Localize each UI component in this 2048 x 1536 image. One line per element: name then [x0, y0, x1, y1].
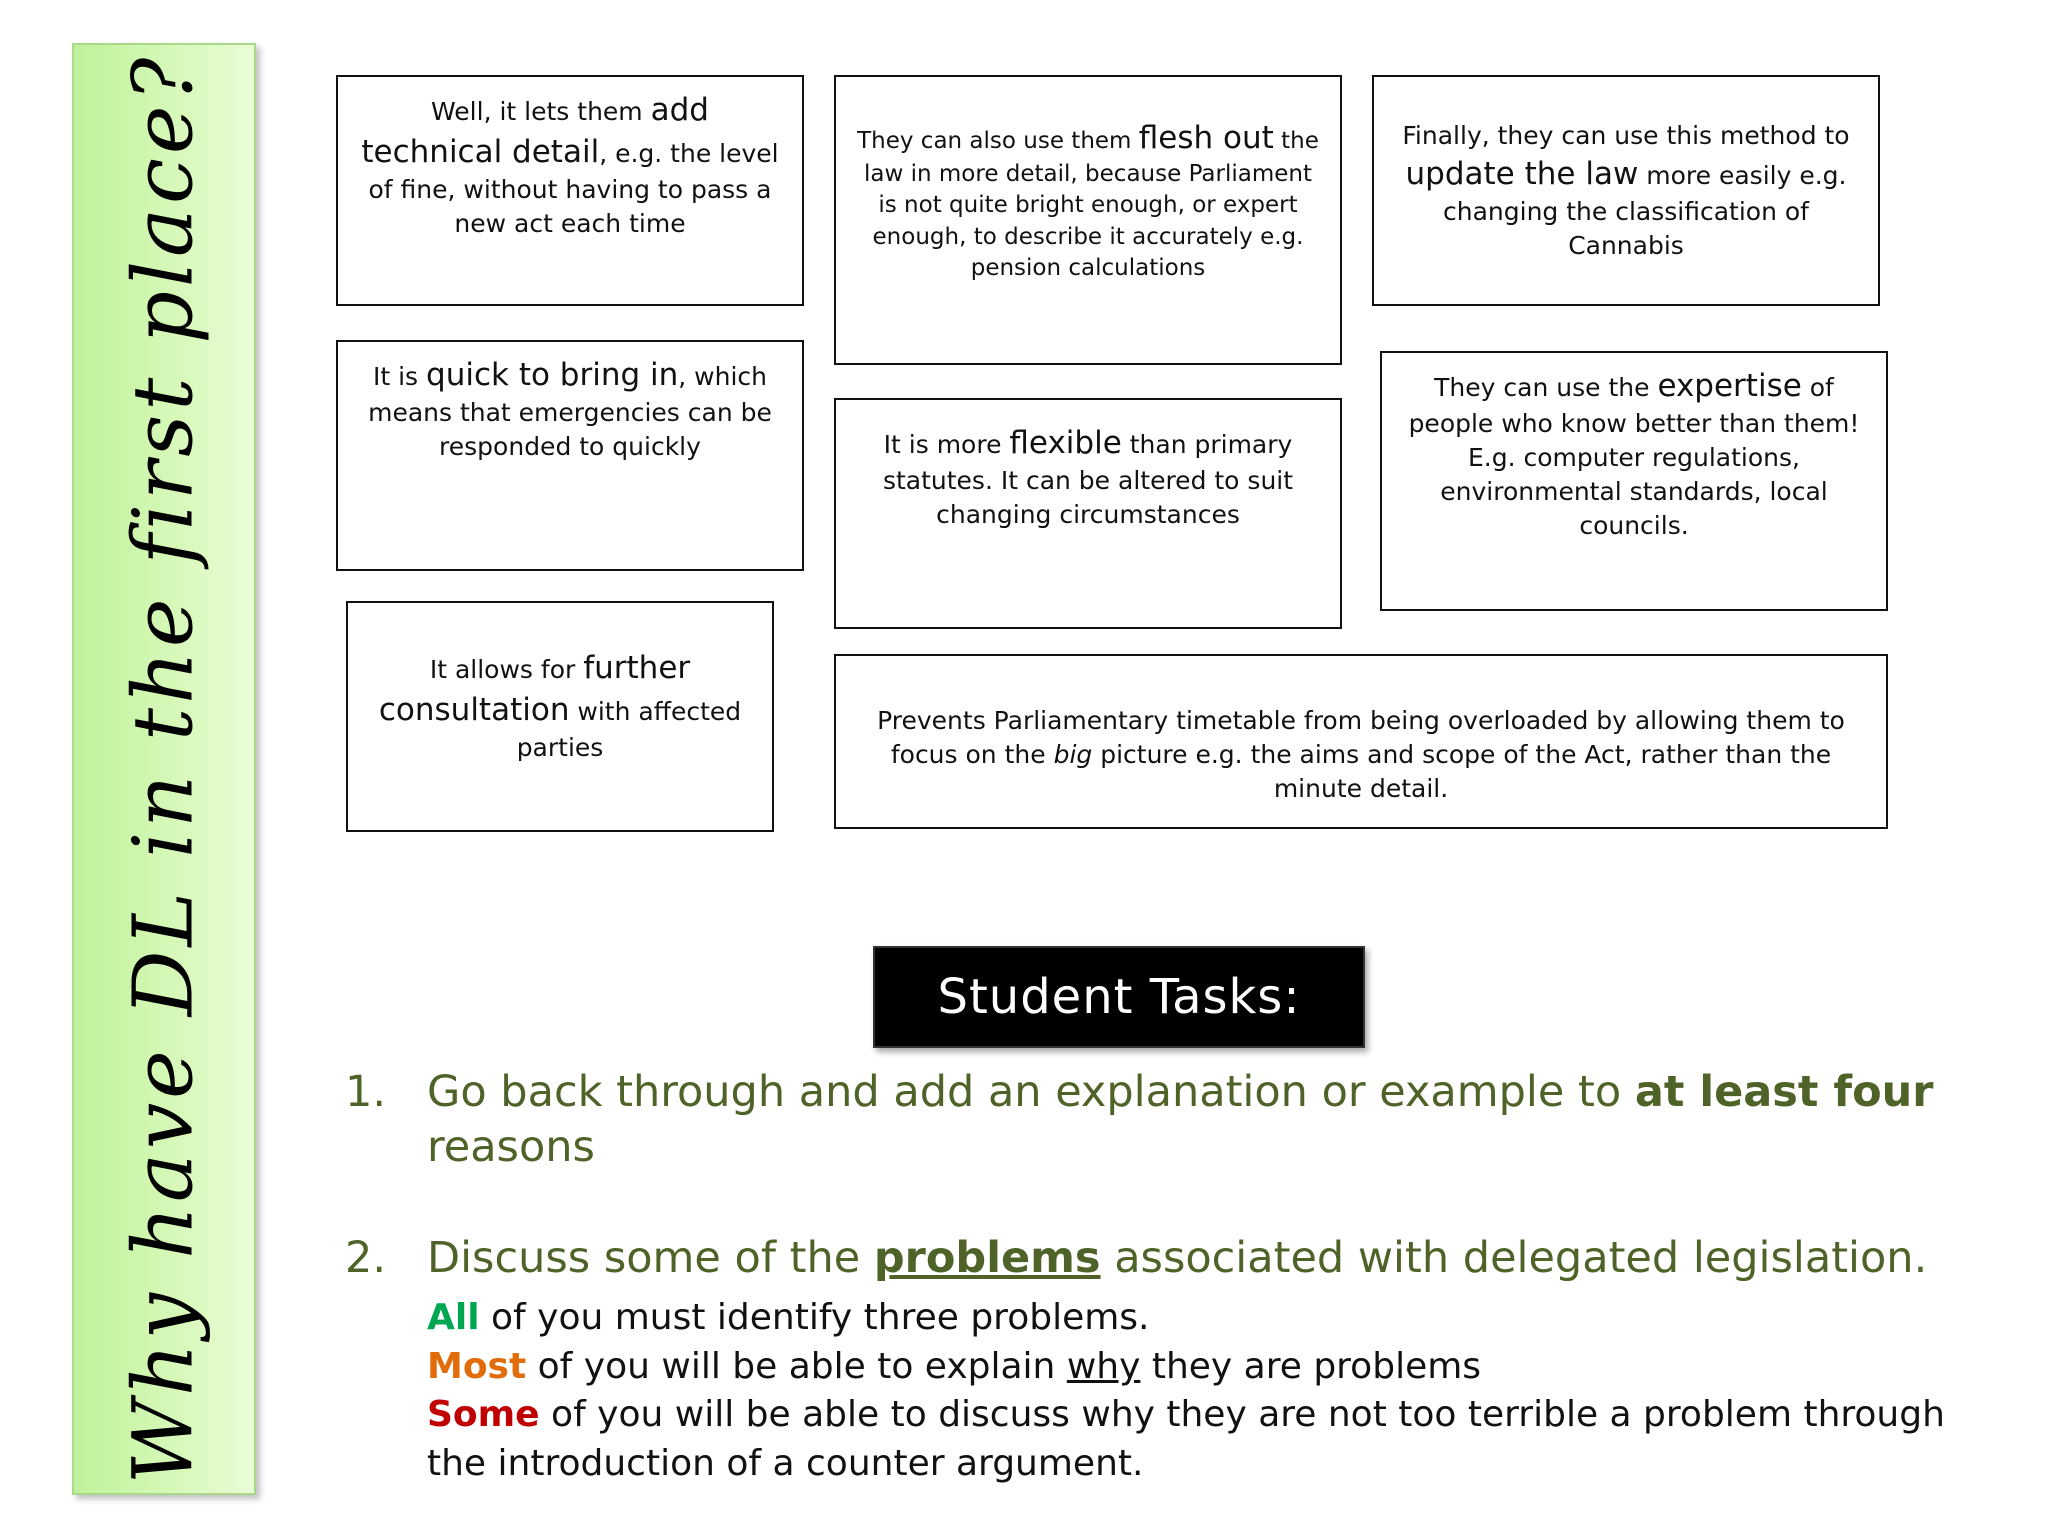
some-label: Some	[427, 1394, 540, 1436]
task-text-part: reasons	[427, 1122, 595, 1173]
card-text: , which means that emergencies can be responded to quickly	[368, 362, 772, 462]
most-text: of you will be able to explain	[526, 1345, 1067, 1387]
card-text: They can use the	[1434, 373, 1658, 402]
card-highlight: expertise	[1657, 368, 1802, 404]
card-text: They can also use them	[857, 128, 1139, 154]
card-highlight: quick to bring in	[426, 357, 679, 393]
card-highlight: further consultation	[378, 650, 691, 729]
card-highlight: add technical detail	[361, 92, 709, 171]
task-list	[345, 1065, 1945, 1488]
some-text: of you will be able to discuss why they are not too terrible a problem through the introduction of a counter argument.	[427, 1394, 1945, 1484]
reason-card-update-law	[1372, 75, 1880, 306]
card-text: than primary statutes. It can be altered to suit changing circumstances	[882, 430, 1294, 530]
task-number: 2.	[345, 1233, 387, 1284]
task-item-1	[345, 1065, 1945, 1175]
differentiation-most	[427, 1343, 1945, 1392]
reason-card-consultation	[346, 601, 774, 832]
card-text: It is	[372, 362, 427, 391]
banner-label: Student Tasks:	[937, 969, 1301, 1025]
sidebar-title: Why have DL in the first place?	[116, 53, 212, 1485]
reason-card-timetable	[834, 654, 1888, 829]
differentiation-all	[427, 1294, 1945, 1343]
card-emphasis: big	[1053, 740, 1093, 769]
student-tasks-banner	[873, 946, 1365, 1048]
card-text: Finally, they can use this method to	[1402, 121, 1850, 150]
card-highlight: flesh out	[1138, 120, 1274, 156]
sidebar-panel	[72, 43, 256, 1495]
task-text-part: Discuss some of the	[427, 1233, 874, 1284]
differentiation-some	[427, 1391, 1945, 1488]
card-text: picture e.g. the aims and scope of the Act, rather than the minute detail.	[1092, 740, 1832, 803]
task-number: 1.	[345, 1067, 387, 1117]
most-why: why	[1066, 1345, 1141, 1387]
reason-card-flexible	[834, 398, 1342, 629]
task-keyword: problems	[873, 1233, 1101, 1284]
reason-card-expertise	[1380, 351, 1888, 611]
task-item-2	[345, 1231, 1945, 1488]
most-label: Most	[427, 1345, 527, 1387]
all-label: All	[427, 1297, 480, 1339]
task-text	[427, 1231, 1945, 1488]
card-text: the law in more detail, because Parliament is not quite bright enough, or expert enough, to describe it accurately e.g. pension calculations	[864, 128, 1319, 281]
card-highlight: flexible	[1009, 425, 1122, 461]
card-text: Well, it lets them	[431, 97, 651, 126]
card-text: It allows for	[429, 655, 584, 684]
all-text: of you must identify three problems.	[479, 1297, 1150, 1339]
task-text	[427, 1065, 1945, 1175]
task-text-part: associated with delegated legislation.	[1100, 1233, 1928, 1284]
card-text: It is more	[883, 430, 1010, 459]
card-text: of people who know better than them! E.g. computer regulations, environmental standards, local councils.	[1408, 373, 1860, 541]
card-highlight: update the law	[1405, 156, 1639, 192]
task-emphasis: at least four	[1634, 1067, 1934, 1117]
card-text: more easily e.g. changing the classification of Cannabis	[1443, 161, 1847, 261]
most-text-2: they are problems	[1140, 1345, 1482, 1387]
task-text-part: Go back through and add an explanation or example to	[427, 1067, 1635, 1117]
card-text: Prevents Parliamentary timetable from being overloaded by allowing them to focus on the	[877, 706, 1845, 769]
reason-card-quick	[336, 340, 804, 571]
reason-card-flesh-out	[834, 75, 1342, 365]
reason-card-technical-detail	[336, 75, 804, 306]
card-text: with affected parties	[516, 697, 742, 763]
card-text: , e.g. the level of fine, without having to pass a new act each time	[368, 139, 779, 239]
